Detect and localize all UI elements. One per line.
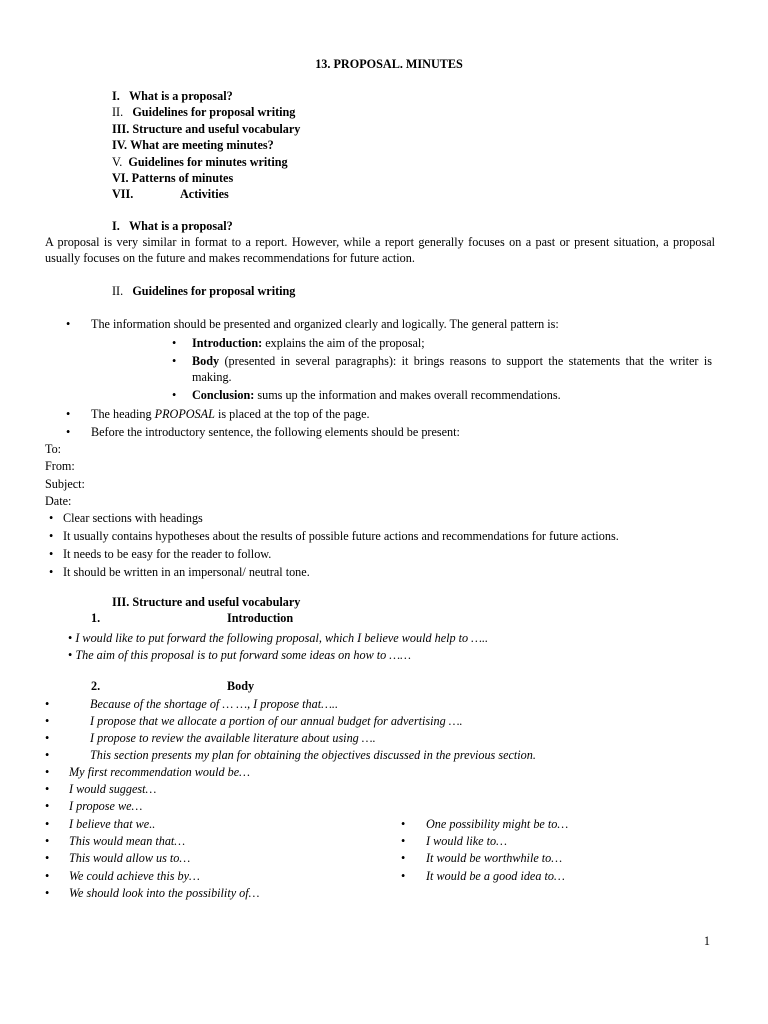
page-number: 1 — [703, 934, 710, 948]
feature-bullet: It usually contains hypotheses about the results of possible future actions and recommendations for future actions. — [63, 529, 619, 543]
bullet-icon: • — [45, 697, 50, 711]
phrase-item: This would mean that… — [69, 834, 186, 848]
bullet-icon: • — [401, 817, 406, 831]
section-heading-1: I. What is a proposal? — [112, 219, 233, 233]
section-heading-2: II. Guidelines for proposal writing — [112, 284, 296, 298]
toc-item: II. Guidelines for proposal writing — [112, 105, 296, 119]
bullet-icon: • — [66, 407, 71, 421]
toc-item: I. What is a proposal? — [112, 89, 233, 103]
section-heading-3: III. Structure and useful vocabulary — [112, 595, 301, 609]
phrase-item: • I would like to put forward the following proposal, which I believe would help to ….. — [68, 631, 489, 645]
bullet-icon: • — [45, 851, 50, 865]
bullet-icon: • — [172, 336, 177, 350]
bullet-icon: • — [45, 765, 50, 779]
toc-item: VII. Activities — [112, 187, 229, 201]
phrase-item: This would allow us to… — [69, 851, 191, 865]
pattern-item-body: Body (presented in several paragraphs): it brings reasons to support the statements that the writer is making. — [192, 354, 712, 384]
bullet-icon: • — [49, 547, 54, 561]
bullet-icon: • — [172, 388, 177, 402]
header-field-date: Date: — [45, 494, 72, 508]
guideline-bullet: The information should be presented and organized clearly and logically. The general pattern is: — [91, 317, 559, 331]
bullet-icon: • — [45, 886, 50, 900]
bullet-icon: • — [45, 869, 50, 883]
bullet-icon: • — [49, 529, 54, 543]
toc-item: VI. Patterns of minutes — [112, 171, 234, 185]
phrase-item: Because of the shortage of … …, I propose that….. — [90, 697, 339, 711]
phrase-item: One possibility might be to… — [426, 817, 569, 831]
guideline-bullet: The heading PROPOSAL is placed at the top of the page. — [91, 407, 370, 421]
bullet-icon: • — [172, 354, 177, 368]
phrase-item: We could achieve this by… — [69, 869, 200, 883]
bullet-icon: • — [66, 425, 71, 439]
subheading-number: 2. — [91, 679, 101, 693]
phrase-item: This section presents my plan for obtaining the objectives discussed in the previous section. — [90, 748, 536, 762]
phrase-item: • The aim of this proposal is to put forward some ideas on how to …… — [68, 648, 411, 662]
phrase-item: I would like to… — [426, 834, 507, 848]
bullet-icon: • — [66, 317, 71, 331]
phrase-item: It would be worthwhile to… — [426, 851, 563, 865]
subheading-introduction: Introduction — [227, 611, 294, 625]
header-field-subject: Subject: — [45, 477, 85, 491]
header-field-to: To: — [45, 442, 62, 456]
bullet-icon: • — [45, 817, 50, 831]
guideline-bullet: Before the introductory sentence, the following elements should be present: — [91, 425, 460, 439]
bullet-icon: • — [45, 748, 50, 762]
pattern-item-conclusion: Conclusion: sums up the information and makes overall recommendations. — [192, 388, 561, 402]
bullet-icon: • — [45, 714, 50, 728]
section-1-paragraph: A proposal is very similar in format to a report. However, while a report generally focuses on a past or present situation, a proposal usually focuses on the future and makes recommendations for future action. — [45, 235, 715, 265]
feature-bullet: It should be written in an impersonal/ neutral tone. — [63, 565, 310, 579]
pattern-item-introduction: Introduction: explains the aim of the proposal; — [192, 336, 425, 350]
feature-bullet: Clear sections with headings — [63, 511, 203, 525]
phrase-item: It would be a good idea to… — [426, 869, 565, 883]
bullet-icon: • — [45, 799, 50, 813]
phrase-item: We should look into the possibility of… — [69, 886, 260, 900]
toc-item: V. Guidelines for minutes writing — [112, 155, 288, 169]
toc-item: III. Structure and useful vocabulary — [112, 122, 301, 136]
phrase-item: My first recommendation would be… — [69, 765, 250, 779]
bullet-icon: • — [401, 869, 406, 883]
subheading-body: Body — [227, 679, 255, 693]
bullet-icon: • — [68, 631, 73, 645]
bullet-icon: • — [49, 511, 54, 525]
phrase-item: I would suggest… — [69, 782, 157, 796]
bullet-icon: • — [45, 834, 50, 848]
phrase-item: I propose we… — [69, 799, 143, 813]
bullet-icon: • — [401, 851, 406, 865]
header-field-from: From: — [45, 459, 75, 473]
bullet-icon: • — [49, 565, 54, 579]
subheading-number: 1. — [91, 611, 101, 625]
phrase-item: I propose to review the available literature about using …. — [90, 731, 376, 745]
phrase-item: I believe that we.. — [69, 817, 156, 831]
toc-item: IV. What are meeting minutes? — [112, 138, 274, 152]
bullet-icon: • — [68, 648, 73, 662]
bullet-icon: • — [45, 782, 50, 796]
bullet-icon: • — [401, 834, 406, 848]
bullet-icon: • — [45, 731, 50, 745]
page-title: 13. PROPOSAL. MINUTES — [315, 57, 463, 71]
feature-bullet: It needs to be easy for the reader to follow. — [63, 547, 272, 561]
phrase-item: I propose that we allocate a portion of our annual budget for advertising …. — [90, 714, 463, 728]
